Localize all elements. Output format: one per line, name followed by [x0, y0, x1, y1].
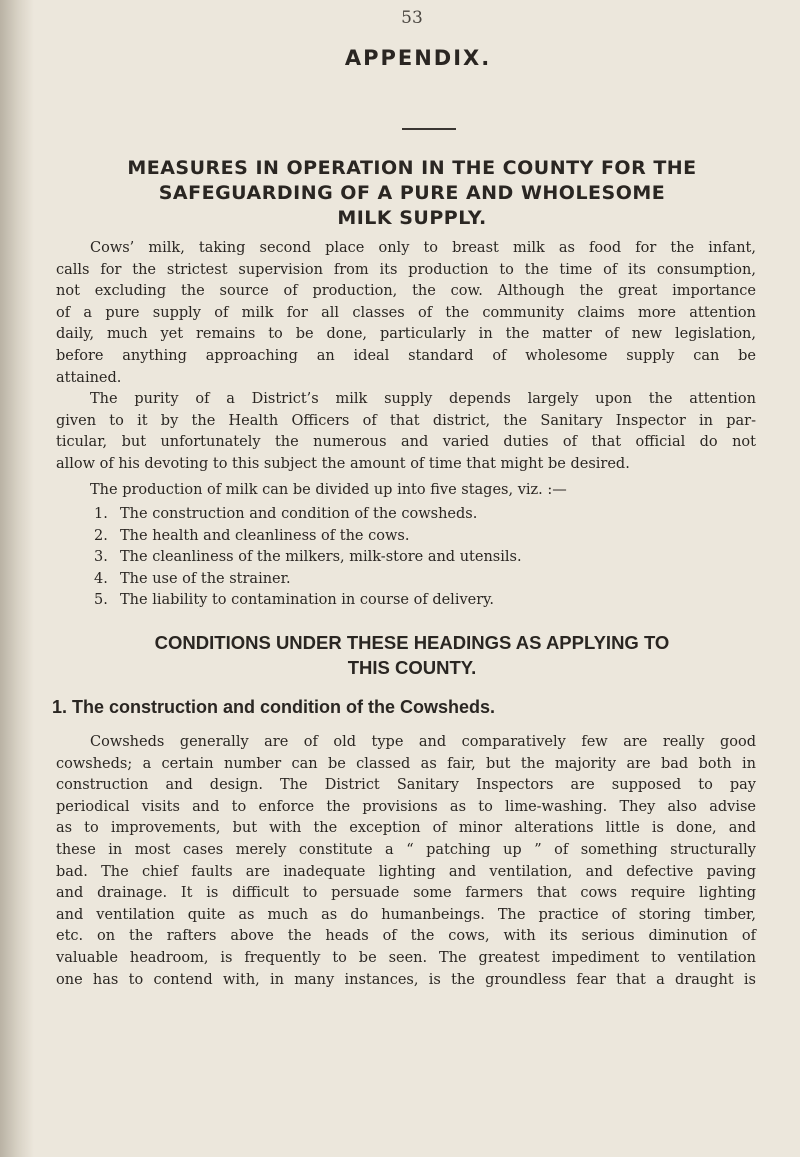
text-line: daily, much yet remains to be done, particularly in the matter of new legislation,	[56, 326, 756, 343]
text-line: ticular, but unfortunately the numerous and varied duties of that official do not	[56, 434, 756, 451]
list-item	[56, 569, 756, 591]
text-line: The production of milk can be divided up into five stages, viz. :—	[90, 482, 567, 498]
text-line: etc. on the rafters above the heads of the cows, with its serious diminution of	[56, 928, 756, 945]
list-item	[56, 590, 756, 612]
list-item-text: The use of the strainer.	[120, 570, 291, 587]
heading-line: THIS COUNTY.	[347, 657, 477, 678]
paragraph-cowsheds	[56, 732, 756, 991]
text-line: of a pure supply of milk for all classes of the community claims more attention	[56, 304, 756, 321]
text-line: before anything approaching an ideal standard of wholesome supply can be	[56, 347, 756, 364]
conditions-heading	[56, 630, 768, 680]
text-line: calls for the strictest supervision from its production to the time of its consumption,	[56, 261, 756, 278]
text-line: bad. The chief faults are inadequate lighting and ventilation, and defective paving	[56, 863, 756, 880]
text-line: as to improvements, but with the exception of minor alterations little is done, and	[56, 820, 756, 837]
stages-intro	[56, 480, 756, 502]
title-divider	[402, 128, 456, 130]
list-item-text: The cleanliness of the milkers, milk-store and utensils.	[120, 549, 522, 566]
page-binding-shadow	[0, 0, 34, 1157]
list-item	[56, 504, 756, 526]
text-line: The purity of a District’s milk supply depends largely upon the attention	[90, 391, 756, 407]
main-title-line: MILK SUPPLY.	[337, 207, 487, 229]
text-line: attained.	[56, 369, 122, 386]
text-line: Cows’ milk, taking second place only to breast milk as food for the infant,	[90, 240, 756, 256]
main-title	[56, 156, 768, 231]
list-item-number: 3.	[94, 549, 108, 566]
text-line: these in most cases merely constitute a “ patching up ” of something structurally	[56, 841, 756, 858]
main-title-line: MEASURES IN OPERATION IN THE COUNTY FOR THE	[127, 157, 697, 179]
text-line: and drainage. It is difficult to persuade some farmers that cows require lighting	[56, 885, 756, 902]
text-line: valuable headroom, is frequently to be seen. The greatest impediment to ventilation	[56, 949, 756, 966]
text-line: allow of his devoting to this subject the amount of time that might be desired.	[56, 455, 630, 472]
list-item-text: The health and cleanliness of the cows.	[120, 527, 410, 544]
paragraph-district-purity-body	[56, 389, 756, 475]
list-item-text: The liability to contamination in course of delivery.	[120, 592, 495, 609]
list-item-number: 5.	[94, 592, 108, 609]
list-item-text: The construction and condition of the cowsheds.	[120, 506, 478, 522]
appendix-title: APPENDIX.	[344, 46, 492, 70]
text-line: construction and design. The District Sanitary Inspectors are supposed to pay	[56, 777, 756, 794]
section-heading-cowsheds: 1. The construction and condition of the Cowsheds.	[52, 697, 496, 717]
list-item-number: 1.	[94, 506, 108, 522]
document-page	[52, 0, 768, 1157]
text-line: given to it by the Health Officers of that district, the Sanitary Inspector in par-	[56, 412, 756, 429]
text-line: cowsheds; a certain number can be classed as fair, but the majority are bad both in	[56, 755, 756, 772]
text-line: not excluding the source of production, the cow. Although the great importance	[56, 283, 756, 300]
text-line: periodical visits and to enforce the provisions as to lime-washing. They also advise	[56, 798, 756, 815]
page-number: 53	[401, 8, 423, 28]
list-item	[56, 547, 756, 569]
heading-line: CONDITIONS UNDER THESE HEADINGS AS APPLYING TO	[154, 632, 670, 653]
list-item	[56, 526, 756, 548]
text-line: Cowsheds generally are of old type and comparatively few are really good	[90, 734, 756, 750]
paragraph-cows-milk	[56, 238, 756, 389]
text-line: one has to contend with, in many instances, is the groundless fear that a draught is	[56, 971, 756, 988]
list-item-number: 2.	[94, 527, 108, 544]
stages-list	[56, 504, 756, 612]
list-item-number: 4.	[94, 570, 108, 587]
text-line: and ventilation quite as much as do humanbeings. The practice of storing timber,	[56, 906, 756, 923]
main-title-line: SAFEGUARDING OF A PURE AND WHOLESOME	[158, 182, 666, 204]
